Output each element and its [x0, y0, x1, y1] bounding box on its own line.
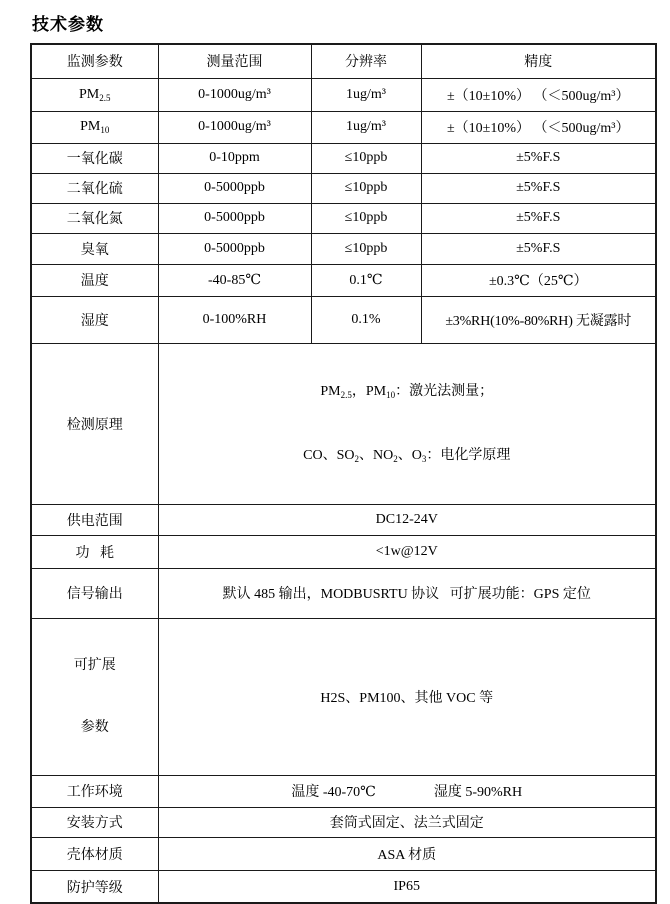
- header-cell-resolution: 分辨率: [311, 44, 421, 78]
- cell-so2-range: 0-5000ppb: [158, 173, 311, 203]
- principle-l1-text3: ：激光法测量；: [395, 383, 494, 399]
- row-expandable: [31, 618, 656, 775]
- cell-expandable-value: H2S、PM100、其他 VOC 等: [158, 618, 656, 775]
- cell-protection-value: IP65: [158, 870, 656, 903]
- row-installation: [31, 807, 656, 837]
- principle-l2-sub1: 2: [354, 453, 359, 464]
- principle-l2-sub3: 3: [421, 453, 427, 464]
- expandable-label-line1: 可扩展: [73, 657, 116, 673]
- row-protection: [31, 870, 656, 903]
- cell-signal-output-value: 默认 485 输出，MODBUSRTU 协议 可扩展功能：GPS 定位: [158, 568, 656, 618]
- pm10-base: PM: [80, 119, 101, 134]
- row-power-consumption: [31, 535, 656, 568]
- cell-principle-value: [158, 343, 656, 504]
- cell-signal-output-label: 信号输出: [31, 568, 158, 618]
- cell-no2-accuracy: ±5%F.S: [421, 203, 656, 233]
- row-co: [31, 143, 656, 173]
- cell-o3-name: 臭氧: [31, 233, 158, 264]
- cell-humidity-accuracy: ±3%RH(10%-80%RH) 无凝露时: [421, 296, 656, 343]
- row-housing: [31, 837, 656, 870]
- cell-temperature-range: -40-85℃: [158, 264, 311, 296]
- cell-co-resolution: ≤10ppb: [311, 143, 421, 173]
- header-cell-accuracy: 精度: [421, 44, 656, 78]
- cell-pm10-range: 0-1000ug/m³: [158, 111, 311, 143]
- header-row: [31, 44, 656, 78]
- spec-table: [30, 43, 657, 904]
- row-temperature: [31, 264, 656, 296]
- row-principle: [31, 343, 656, 504]
- cell-temperature-name: 温度: [31, 264, 158, 296]
- cell-so2-name: 二氧化硫: [31, 173, 158, 203]
- row-o3: [31, 233, 656, 264]
- cell-o3-range: 0-5000ppb: [158, 233, 311, 264]
- cell-no2-name: 二氧化氮: [31, 203, 158, 233]
- page-title: 技术参数: [32, 15, 104, 34]
- row-pm25: [31, 78, 656, 111]
- cell-so2-resolution: ≤10ppb: [311, 173, 421, 203]
- principle-l2-sub2: 2: [393, 453, 398, 464]
- row-power-supply: [31, 504, 656, 535]
- pm25-subscript: 2.5: [99, 92, 111, 103]
- principle-l1-text: PM: [320, 383, 341, 399]
- cell-temperature-resolution: 0.1℃: [311, 264, 421, 296]
- principle-line1: [163, 384, 652, 400]
- header-cell-param: 监测参数: [31, 44, 158, 78]
- cell-pm25-name: [31, 78, 158, 111]
- cell-housing-value: ASA 材质: [158, 837, 656, 870]
- working-env-temp: 温度 -40-70℃: [291, 785, 376, 801]
- cell-o3-resolution: ≤10ppb: [311, 233, 421, 264]
- cell-installation-value: 套筒式固定、法兰式固定: [158, 807, 656, 837]
- cell-power-supply-label: 供电范围: [31, 504, 158, 535]
- pm25-base: PM: [79, 86, 100, 102]
- row-working-env: [31, 775, 656, 807]
- cell-so2-accuracy: ±5%F.S: [421, 173, 656, 203]
- row-humidity: [31, 296, 656, 343]
- row-no2: [31, 203, 656, 233]
- cell-humidity-resolution: 0.1%: [311, 296, 421, 343]
- cell-pm25-resolution: 1ug/m³: [311, 78, 421, 111]
- cell-co-name: 一氧化碳: [31, 143, 158, 173]
- principle-l1-sub1: 2.5: [340, 389, 352, 400]
- cell-principle-label: 检测原理: [31, 343, 158, 504]
- row-pm10: [31, 111, 656, 143]
- cell-pm25-range: 0-1000ug/m³: [158, 78, 311, 111]
- row-so2: [31, 173, 656, 203]
- principle-l2-text4: ：电化学原理: [426, 447, 511, 463]
- cell-protection-label: 防护等级: [31, 870, 158, 903]
- principle-l1-sub2: 10: [386, 389, 396, 400]
- pm10-subscript: 10: [100, 125, 110, 135]
- cell-humidity-name: 湿度: [31, 296, 158, 343]
- cell-pm10-resolution: 1ug/m³: [311, 111, 421, 143]
- cell-co-range: 0-10ppm: [158, 143, 311, 173]
- cell-pm10-name: [31, 111, 158, 143]
- cell-expandable-label: [31, 618, 158, 775]
- cell-no2-range: 0-5000ppb: [158, 203, 311, 233]
- cell-o3-accuracy: ±5%F.S: [421, 233, 656, 264]
- principle-l2-text: CO、SO: [303, 447, 355, 463]
- cell-temperature-accuracy: ±0.3℃（25℃）: [421, 264, 656, 296]
- cell-working-env-value: [158, 775, 656, 807]
- working-env-humidity: 湿度 5-90%RH: [433, 785, 523, 801]
- principle-l2-text3: 、O: [397, 447, 422, 463]
- cell-power-consumption-value: <1w@12V: [158, 535, 656, 568]
- cell-power-supply-value: DC12-24V: [158, 504, 656, 535]
- principle-l2-text2: 、NO: [359, 447, 394, 463]
- cell-co-accuracy: ±5%F.S: [421, 143, 656, 173]
- header-cell-range: 测量范围: [158, 44, 311, 78]
- cell-humidity-range: 0-100%RH: [158, 296, 311, 343]
- row-signal-output: [31, 568, 656, 618]
- cell-pm25-accuracy: ±（10±10%） （＜500ug/m³）: [421, 78, 656, 111]
- cell-pm10-accuracy: ±（10±10%） （＜500ug/m³）: [421, 111, 656, 143]
- principle-line2: [163, 448, 652, 464]
- principle-l1-text2: ，PM: [351, 383, 387, 399]
- cell-housing-label: 壳体材质: [31, 837, 158, 870]
- cell-working-env-label: 工作环境: [31, 775, 158, 807]
- cell-installation-label: 安装方式: [31, 807, 158, 837]
- cell-power-consumption-label: 功 耗: [31, 535, 158, 568]
- cell-no2-resolution: ≤10ppb: [311, 203, 421, 233]
- expandable-label-line2: 参数: [80, 719, 109, 735]
